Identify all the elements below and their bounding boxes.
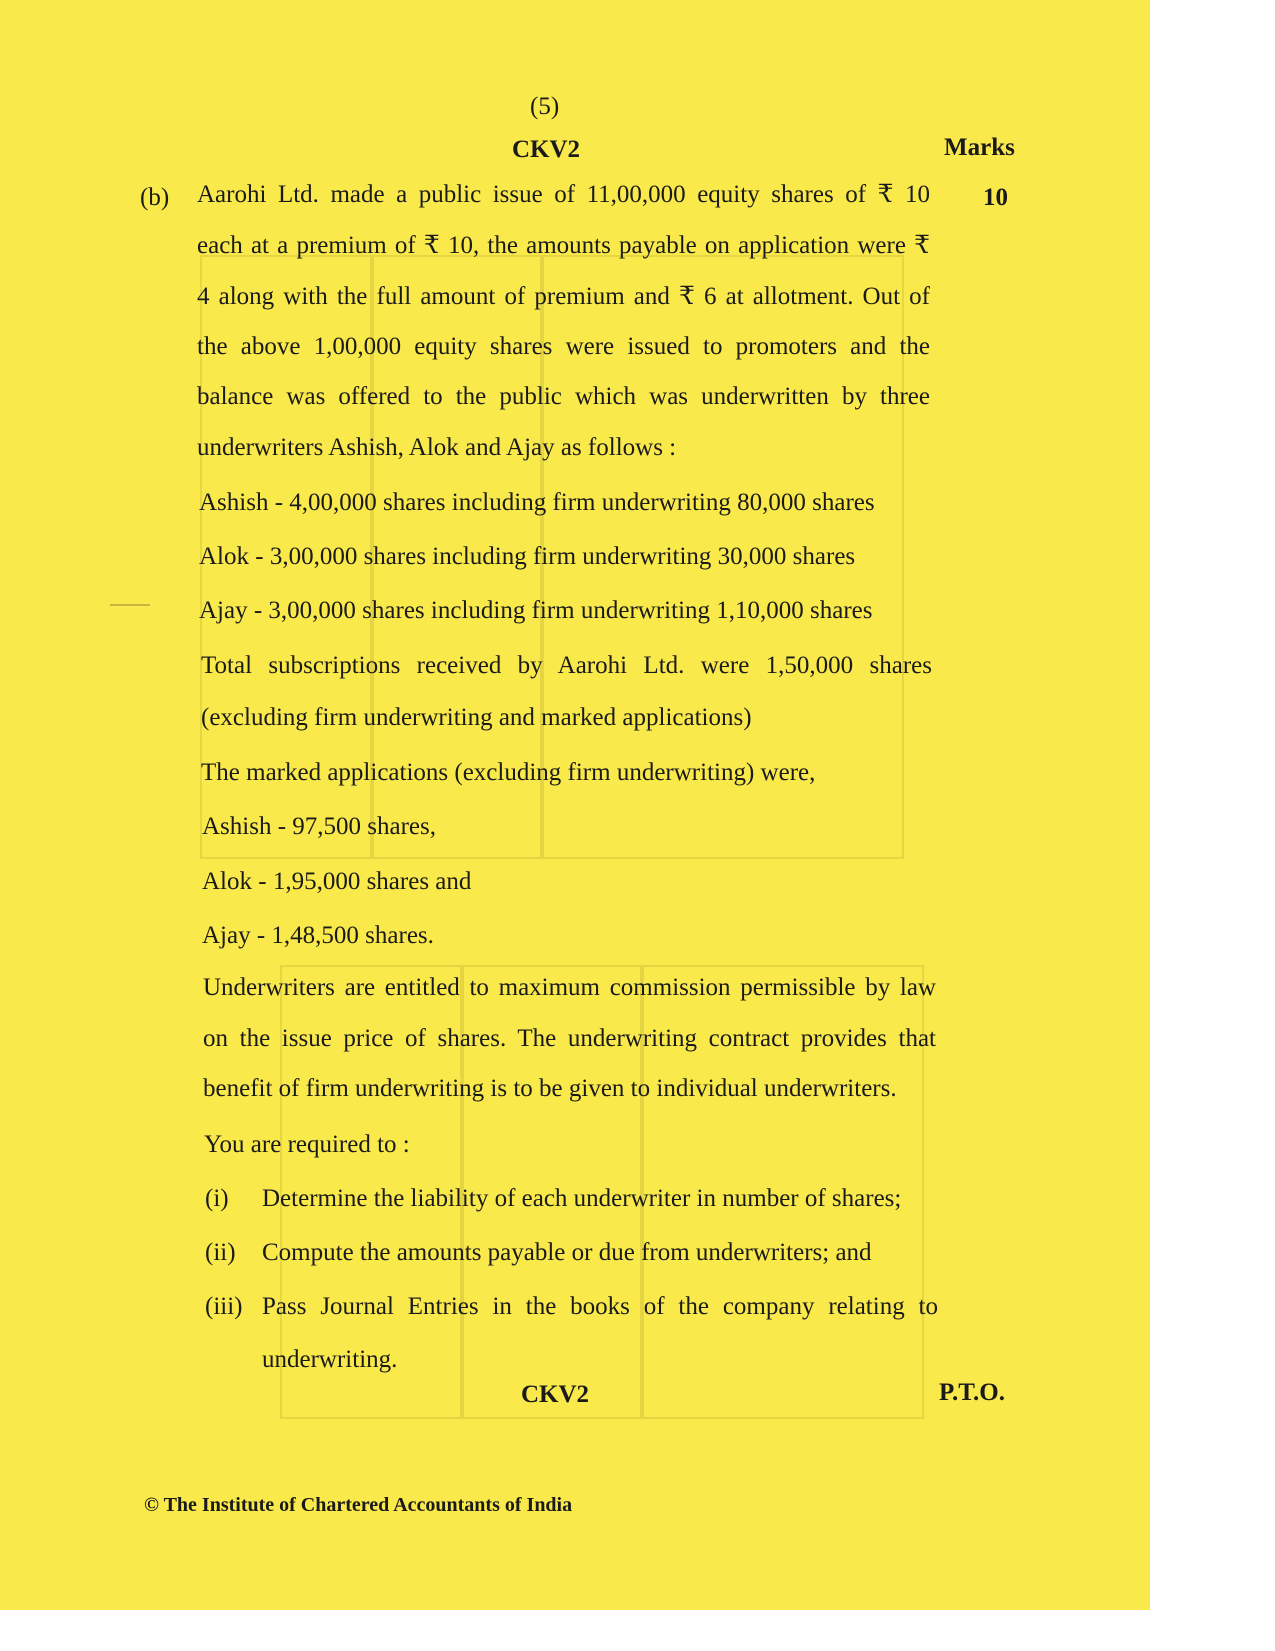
para-line-3: 4 along with the full amount of premium and ₹ 6 at allotment. Out of — [197, 283, 930, 310]
underwriter-ajay: Ajay - 3,00,000 shares including firm underwriting 1,10,000 shares — [199, 597, 873, 624]
required-intro: You are required to : — [204, 1131, 410, 1158]
question-label: (b) — [140, 184, 170, 211]
subscription-line-1: Total subscriptions received by Aarohi Ltd. were 1,50,000 shares — [201, 652, 932, 679]
marked-intro: The marked applications (excluding firm underwriting) were, — [201, 759, 816, 786]
para-line-6: underwriters Ashish, Alok and Ajay as follows : — [197, 434, 677, 461]
underwriter-alok: Alok - 3,00,000 shares including firm underwriting 30,000 shares — [199, 543, 856, 570]
subscription-line-2: (excluding firm underwriting and marked applications) — [201, 704, 752, 731]
para-line-5: balance was offered to the public which was underwritten by three — [197, 383, 930, 410]
marks-heading: Marks — [944, 134, 1015, 161]
marked-ajay: Ajay - 1,48,500 shares. — [202, 922, 434, 949]
para-line-1: Aarohi Ltd. made a public issue of 11,00,000 equity shares of ₹ 10 — [197, 181, 930, 208]
commission-line-2: on the issue price of shares. The underwriting contract provides that — [203, 1025, 936, 1052]
marked-alok: Alok - 1,95,000 shares and — [202, 868, 472, 895]
commission-line-3: benefit of firm underwriting is to be given to individual underwriters. — [203, 1075, 897, 1102]
task-3-number: (iii) — [205, 1293, 243, 1320]
para-line-4: the above 1,00,000 equity shares were issued to promoters and the — [197, 333, 930, 360]
paper-code-top: CKV2 — [512, 136, 581, 163]
copyright-notice: © The Institute of Chartered Accountants of India — [144, 1494, 573, 1516]
paper-code-bottom: CKV2 — [521, 1381, 590, 1408]
question-marks: 10 — [983, 184, 1008, 211]
task-3-continuation: underwriting. — [262, 1346, 398, 1373]
underwriter-ashish: Ashish - 4,00,000 shares including firm underwriting 80,000 shares — [199, 489, 875, 516]
task-1-text: Determine the liability of each underwriter in number of shares; — [262, 1185, 902, 1212]
page-number: (5) — [530, 93, 560, 120]
para-line-2: each at a premium of ₹ 10, the amounts payable on application were ₹ — [197, 232, 930, 259]
task-2-text: Compute the amounts payable or due from underwriters; and — [262, 1239, 872, 1266]
task-2-number: (ii) — [205, 1239, 236, 1266]
commission-line-1: Underwriters are entitled to maximum commission permissible by law — [203, 974, 936, 1001]
margin-mark — [110, 604, 150, 606]
pto-label: P.T.O. — [939, 1379, 1005, 1406]
marked-ashish: Ashish - 97,500 shares, — [202, 813, 437, 840]
task-3-text: Pass Journal Entries in the books of the company relating to — [262, 1293, 938, 1320]
task-1-number: (i) — [205, 1185, 229, 1212]
